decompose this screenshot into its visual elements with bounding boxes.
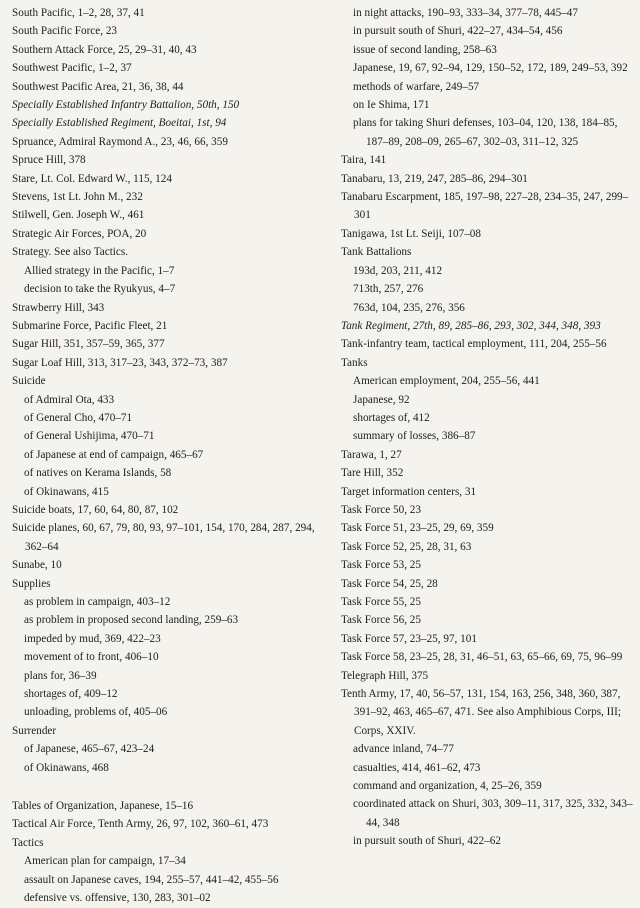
index-entry: Task Force 54, 25, 28 — [341, 577, 438, 590]
index-subentry: in night attacks, 190–93, 333–34, 377–78, 445–47 — [353, 7, 578, 19]
index-entry: Task Force 51, 23–25, 29, 69, 359 — [341, 522, 494, 535]
index-subentry: of General Ushijima, 470–71 — [24, 430, 155, 443]
index-entry: South Pacific Force, 23 — [12, 25, 118, 38]
index-entry: Suicide — [12, 375, 46, 388]
left-column — [12, 4, 322, 908]
index-subentry: command and organization, 4, 25–26, 359 — [353, 780, 542, 793]
index-subentry: summary of losses, 386–87 — [353, 430, 476, 443]
index-subentry: in pursuit south of Shuri, 422–62 — [353, 835, 501, 848]
index-subentry: plans for, 36–39 — [24, 669, 97, 682]
index-subentry: of Japanese at end of campaign, 465–67 — [24, 448, 204, 461]
index-entry: Southwest Pacific Area, 21, 36, 38, 44 — [12, 80, 184, 93]
index-entry: Surrender — [12, 724, 57, 737]
index-entry: Specially Established Infantry Battalion, 50th, 150 — [12, 99, 240, 112]
index-subentry: of General Cho, 470–71 — [24, 411, 133, 424]
index-entry: Specially Established Regiment, Boeitai, 1st, 94 — [12, 117, 227, 130]
index-subentry: of natives on Kerama Islands, 58 — [24, 467, 172, 480]
index-subentry: Japanese, 92 — [353, 393, 410, 406]
index-entry: Task Force 57, 23–25, 97, 101 — [341, 632, 477, 645]
index-entry: Tanigawa, 1st Lt. Seiji, 107–08 — [341, 227, 481, 240]
index-entry: Stare, Lt. Col. Edward W., 115, 124 — [12, 172, 172, 185]
index-entry: Southern Attack Force, 25, 29–31, 40, 43 — [12, 43, 197, 56]
index-entry: Tare Hill, 352 — [341, 467, 404, 480]
index-entry: Submarine Force, Pacific Fleet, 21 — [12, 319, 168, 332]
index-subentry: of Admiral Ota, 433 — [24, 393, 115, 406]
index-entry: Sugar Loaf Hill, 313, 317–23, 343, 372–73, 387 — [12, 356, 228, 369]
index-entry: Task Force 52, 25, 28, 31, 63 — [341, 540, 472, 553]
index-entry: Tanabaru Escarpment, 185, 197–98, 227–28, 234–35, 247, 299–301 — [341, 191, 629, 222]
index-entry: Tactical Air Force, Tenth Army, 26, 97, 102, 360–61, 473 — [12, 818, 269, 831]
index-entry: Spruce Hill, 378 — [12, 154, 86, 167]
index-entry: Suicide planes, 60, 67, 79, 80, 93, 97–101, 154, 170, 284, 287, 294, 362–64 — [12, 522, 315, 553]
index-subentry: of Okinawans, 468 — [24, 761, 109, 774]
index-entry: Taira, 141 — [341, 154, 387, 167]
index-entry: Tank-infantry team, tactical employment, 111, 204, 255–56 — [341, 338, 607, 351]
index-entry: Task Force 50, 23 — [341, 503, 421, 516]
index-subentry: impeded by mud, 369, 422–23 — [24, 632, 161, 645]
index-subentry: defensive vs. offensive, 130, 283, 301–02 — [24, 892, 211, 905]
index-subentry: casualties, 414, 461–62, 473 — [353, 761, 481, 774]
index-entry: Tenth Army, 17, 40, 56–57, 131, 154, 163, 256, 348, 360, 387, 391–92, 463, 465–67, 471. See also Amphibious Corps, III; Corps, XXIV. — [341, 688, 621, 737]
index-entry: Stilwell, Gen. Joseph W., 461 — [12, 209, 145, 222]
index-entry: Strawberry Hill, 343 — [12, 301, 105, 314]
index-subentry: decision to take the Ryukyus, 4–7 — [24, 283, 176, 296]
index-entry: Spruance, Admiral Raymond A., 23, 46, 66, 359 — [12, 135, 228, 148]
index-entry: Stevens, 1st Lt. John M., 232 — [12, 191, 143, 204]
index-entry: Southwest Pacific, 1–2, 37 — [12, 62, 132, 75]
index-subentry: Japanese, 19, 67, 92–94, 129, 150–52, 172, 189, 249–53, 392 — [353, 62, 628, 75]
index-subentry: methods of warfare, 249–57 — [353, 80, 480, 93]
index-subentry: unloading, problems of, 405–06 — [24, 706, 168, 719]
index-subentry: in pursuit south of Shuri, 422–27, 434–54, 456 — [353, 25, 563, 38]
index-entry: Tanks — [341, 356, 368, 369]
index-subentry: American plan for campaign, 17–34 — [24, 855, 186, 868]
index-subentry: plans for taking Shuri defenses, 103–04, 120, 138, 184–85, 187–89, 208–09, 265–67, 302–03, 311–12, 325 — [353, 117, 618, 148]
index-subentry: Allied strategy in the Pacific, 1–7 — [24, 264, 175, 277]
index-subentry: shortages of, 409–12 — [24, 688, 118, 701]
index-subentry: as problem in campaign, 403–12 — [24, 596, 171, 608]
index-subentry: 193d, 203, 211, 412 — [353, 264, 443, 277]
index-entry: Tables of Organization, Japanese, 15–16 — [12, 800, 194, 813]
section-gap — [12, 777, 322, 797]
index-subentry: movement of to front, 406–10 — [24, 651, 159, 664]
index-entry: South Pacific, 1–2, 28, 37, 41 — [12, 7, 145, 19]
index-subentry: American employment, 204, 255–56, 441 — [353, 375, 540, 388]
index-subentry: advance inland, 74–77 — [353, 743, 454, 756]
index-entry: Task Force 56, 25 — [341, 614, 421, 627]
index-subentry: as problem in proposed second landing, 259–63 — [24, 614, 239, 627]
index-entry: Tank Regiment, 27th, 89, 285–86, 293, 302, 344, 348, 393 — [341, 319, 601, 332]
index-subentry: issue of second landing, 258–63 — [353, 43, 497, 56]
index-subentry: on Ie Shima, 171 — [353, 99, 430, 112]
index-entry: Task Force 58, 23–25, 28, 31, 46–51, 63, 65–66, 69, 75, 96–99 — [341, 651, 623, 664]
right-column — [341, 4, 633, 851]
index-subentry: assault on Japanese caves, 194, 255–57, 441–42, 455–56 — [24, 873, 279, 886]
index-entry: Suicide boats, 17, 60, 64, 80, 87, 102 — [12, 503, 179, 516]
index-entry: Sugar Hill, 351, 357–59, 365, 377 — [12, 338, 165, 351]
index-entry: Sunabe, 10 — [12, 559, 62, 572]
index-entry: Target information centers, 31 — [341, 485, 477, 498]
index-entry: Telegraph Hill, 375 — [341, 669, 429, 682]
index-subentry: of Okinawans, 415 — [24, 485, 109, 498]
index-subentry: 713th, 257, 276 — [353, 283, 424, 296]
index-subentry: coordinated attack on Shuri, 303, 309–11, 317, 325, 332, 343–44, 348 — [353, 798, 633, 829]
index-entry: Tanabaru, 13, 219, 247, 285–86, 294–301 — [341, 172, 528, 185]
index-entry: Strategic Air Forces, POA, 20 — [12, 227, 147, 240]
index-entry: Strategy. See also Tactics. — [12, 246, 129, 259]
index-subentry: of Japanese, 465–67, 423–24 — [24, 743, 155, 756]
index-entry: Task Force 53, 25 — [341, 559, 421, 572]
index-entry: Supplies — [12, 577, 51, 590]
index-subentry: shortages of, 412 — [353, 411, 430, 424]
index-entry: Tarawa, 1, 27 — [341, 448, 402, 461]
index-entry: Tactics — [12, 836, 44, 849]
index-entry: Tank Battalions — [341, 246, 412, 259]
index-entry: Task Force 55, 25 — [341, 596, 421, 608]
index-subentry: 763d, 104, 235, 276, 356 — [353, 301, 465, 314]
